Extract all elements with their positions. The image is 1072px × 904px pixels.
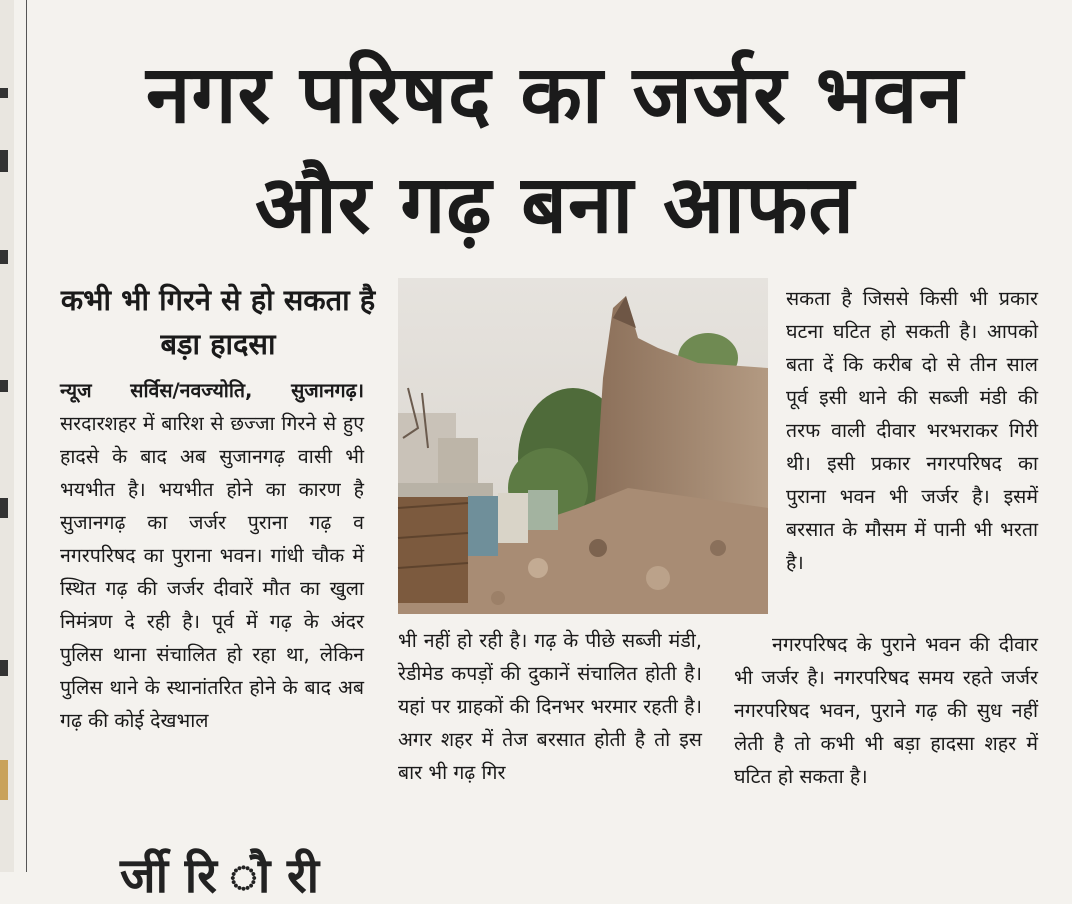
fort-ruins-photo — [398, 278, 768, 614]
subheadline: कभी भी गिरने से हो सकता है बड़ा हादसा — [60, 283, 376, 361]
byline: न्यूज सर्विस/नवज्योति, सुजानगढ़। — [60, 379, 364, 402]
edge-mark — [0, 498, 8, 518]
article-column-3 — [786, 282, 1038, 579]
column-2-text: भी नहीं हो रही है। गढ़ के पीछे सब्जी मंडी, रेडीमेड कपड़ों की दुकानें संचालित होती है। यहां पर ग्राहकों की दिनभर भरमार रहती है। अगर शहर में तेज बरसात होती है तो इस बार भी गढ़ गिर — [398, 629, 702, 784]
next-headline-fragment: र्जी रि ौ री — [120, 848, 320, 904]
edge-mark — [0, 660, 8, 676]
article-column-1 — [60, 374, 364, 737]
edge-mark — [0, 380, 8, 392]
headline — [40, 40, 1070, 260]
headline-line-2: और गढ़ बना आफत — [254, 158, 856, 251]
edge-mark — [0, 760, 8, 800]
article-photo — [398, 278, 768, 614]
edge-mark — [0, 150, 8, 172]
column-1-text: सरदारशहर में बारिश से छज्जा गिरने से हुए हादसे के बाद अब सुजानगढ़ वासी भी भयभीत है। भयभीत होने का कारण है सुजानगढ़ का जर्जर पुराना गढ़ व नगरपरिषद का पुराना भवन। गांधी चौक में स्थित गढ़ की जर्जर दीवारें मौत का खुला निमंत्रण दे रही है। पूर्व में गढ़ के अंदर पुलिस थाना संचालित हो रहा था, लेकिन पुलिस थाने के स्थानांतरित होने के बाद अब गढ़ की कोई देखभाल — [60, 412, 364, 732]
article-column-2 — [398, 624, 702, 789]
page-edge-strip — [0, 0, 14, 872]
article-column-3b — [734, 628, 1038, 793]
edge-mark — [0, 250, 8, 264]
column-3-paragraph-2: नगरपरिषद के पुराने भवन की दीवार भी जर्जर है। नगरपरिषद समय रहते जर्जर नगरपरिषद भवन, पुराने गढ़ की सुध नहीं लेती है तो कभी भी बड़ा हादसा शहर में घटित हो सकता है। — [734, 633, 1038, 788]
headline-line-1: नगर परिषद का जर्जर भवन — [146, 48, 964, 141]
column-3-paragraph-1: सकता है जिससे किसी भी प्रकार घटना घटित हो सकती है। आपको बता दें कि करीब दो से तीन साल पूर्व इसी थाने की सब्जी मंडी की तरफ वाली दीवार भरभराकर गिरी थी। इसी प्रकार नगरपरिषद का पुराना भवन भी जर्जर है। इसमें बरसात के मौसम में पानी भी भरता है। — [786, 287, 1038, 574]
column-rule — [26, 0, 27, 872]
edge-mark — [0, 88, 8, 98]
